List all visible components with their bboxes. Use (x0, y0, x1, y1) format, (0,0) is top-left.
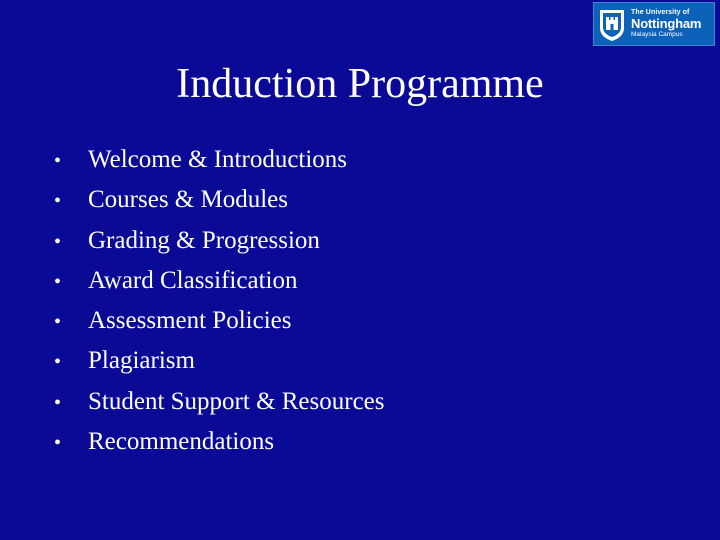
slide-title: Induction Programme (176, 61, 544, 107)
agenda-item (46, 261, 385, 301)
agenda-item (46, 341, 385, 381)
bullet-icon: • (54, 311, 62, 334)
agenda-item (46, 382, 385, 422)
agenda-item-label: Award Classification (88, 266, 298, 294)
agenda-item-label: Plagiarism (88, 347, 195, 375)
agenda-list (46, 140, 385, 462)
agenda-item (46, 140, 385, 180)
bullet-icon: • (54, 432, 62, 455)
bullet-icon: • (54, 190, 62, 213)
bullet-icon: • (54, 230, 62, 253)
agenda-item-label: Grading & Progression (88, 226, 320, 254)
bullet-icon: • (54, 391, 62, 414)
logo-university-of: The University of (631, 9, 690, 17)
agenda-item-label: Assessment Policies (88, 307, 292, 335)
bullet-icon: • (54, 270, 62, 293)
bullet-icon: • (54, 351, 62, 374)
agenda-item (46, 301, 385, 341)
agenda-item-label: Student Support & Resources (88, 387, 385, 415)
agenda-item-label: Welcome & Introductions (88, 146, 348, 173)
agenda-item-label: Courses & Modules (88, 186, 288, 214)
agenda-item (46, 422, 385, 462)
agenda-item-label: Recommendations (88, 428, 275, 456)
logo-nottingham: Nottingham (631, 16, 702, 32)
agenda-item (46, 180, 385, 220)
bullet-icon: • (54, 150, 62, 172)
university-logo (593, 2, 715, 46)
logo-campus: Malaysia Campus (631, 31, 683, 39)
castle-crest-icon (598, 6, 626, 42)
agenda-item (46, 221, 385, 261)
